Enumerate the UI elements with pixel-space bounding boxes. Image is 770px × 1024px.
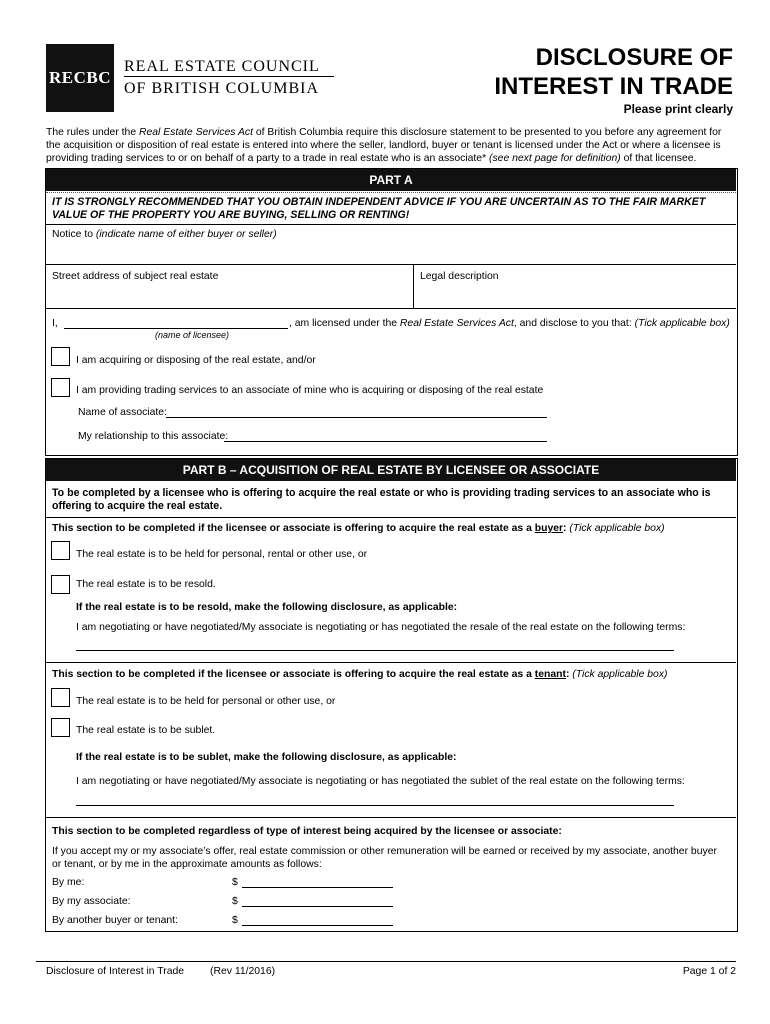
acquiring-disposing-checkbox[interactable] bbox=[51, 347, 70, 366]
intro-paragraph: The rules under the Real Estate Services Act of British Columbia require this disclosure statement to be presented to you before any agreement for the acquisition or disposition of real estate is entered into where the seller, landlord, buyer or tenant is licensed under the Act or where a licensee is providing trading services to or on behalf of a party to a trade in real estate who is an associate* (see next page for definition) of that licensee. bbox=[46, 127, 722, 164]
footer-rule bbox=[36, 961, 736, 962]
form-title-line2: INTEREST IN TRADE bbox=[494, 73, 733, 100]
remuneration-text: If you accept my or my associate’s offer, real estate commission or other remuneration will be earned or received by my associate, another buyer or tenant, or by me in the approximate amounts as follows: bbox=[52, 846, 717, 870]
recbc-logo: RECBC bbox=[46, 44, 114, 112]
currency-symbol: $ bbox=[232, 896, 238, 907]
associate-name-label: Name of associate: bbox=[78, 407, 167, 418]
tenant-hold-checkbox[interactable] bbox=[51, 688, 70, 707]
by-associate-amount-input[interactable] bbox=[242, 906, 393, 907]
divider bbox=[46, 224, 736, 225]
option-trading-services: I am providing trading services to an associate of mine who is acquiring or disposing of the real estate bbox=[76, 385, 544, 396]
buyer-hold-checkbox[interactable] bbox=[51, 541, 70, 560]
print-clearly-note: Please print clearly bbox=[623, 102, 733, 116]
tenant-section-heading: This section to be completed if the licensee or associate is offering to acquire the real estate as a tenant: (Tick applicable box) bbox=[52, 669, 668, 680]
sublet-disclosure-text: I am negotiating or have negotiated/My associate is negotiating or has negotiated the sublet of the real estate on the following terms: bbox=[76, 776, 685, 787]
by-other-party-label: By another buyer or tenant: bbox=[52, 915, 178, 926]
part-b-heading: PART B – ACQUISITION OF REAL ESTATE BY LICENSEE OR ASSOCIATE bbox=[46, 459, 736, 481]
by-me-amount-input[interactable] bbox=[242, 887, 393, 888]
i-label: I, bbox=[52, 318, 58, 329]
org-name-line2: OF BRITISH COLUMBIA bbox=[124, 80, 320, 97]
sublet-disclosure-heading: If the real estate is to be sublet, make the following disclosure, as applicable: bbox=[76, 752, 457, 763]
buyer-section-heading: This section to be completed if the licensee or associate is offering to acquire the real estate as a buyer: (Tick applicable box) bbox=[52, 523, 665, 534]
resale-terms-input[interactable] bbox=[76, 650, 674, 651]
footer-form-name: Disclosure of Interest in Trade bbox=[46, 966, 185, 977]
relationship-input[interactable] bbox=[224, 441, 547, 442]
resale-disclosure-text: I am negotiating or have negotiated/My associate is negotiating or has negotiated the resale of the real estate on the following terms: bbox=[76, 622, 686, 633]
by-other-party-amount-input[interactable] bbox=[242, 925, 393, 926]
divider bbox=[46, 662, 736, 663]
relationship-label: My relationship to this associate: bbox=[78, 431, 229, 442]
by-me-label: By me: bbox=[52, 877, 85, 888]
buyer-option-hold: The real estate is to be held for personal, rental or other use, or bbox=[76, 549, 368, 560]
divider bbox=[46, 817, 736, 818]
legal-description-field[interactable]: Legal description bbox=[420, 271, 499, 282]
by-associate-label: By my associate: bbox=[52, 896, 131, 907]
dotted-separator bbox=[46, 192, 736, 193]
part-b-intro: To be completed by a licensee who is offering to acquire the real estate or who is providing trading services to an associate who is offering to acquire the real estate. bbox=[52, 487, 711, 512]
regardless-section-heading: This section to be completed regardless of type of interest being acquired by the licensee or associate: bbox=[52, 826, 562, 837]
footer-page-number: Page 1 of 2 bbox=[682, 966, 736, 977]
licensee-name-hint: (name of licensee) bbox=[155, 330, 230, 340]
resale-disclosure-heading: If the real estate is to be resold, make the following disclosure, as applicable: bbox=[76, 602, 458, 613]
option-acquiring-disposing: I am acquiring or disposing of the real estate, and/or bbox=[76, 355, 316, 366]
divider bbox=[46, 308, 736, 309]
tenant-sublet-checkbox[interactable] bbox=[51, 718, 70, 737]
buyer-resold-checkbox[interactable] bbox=[51, 575, 70, 594]
part-a-heading: PART A bbox=[46, 169, 736, 191]
street-address-field[interactable]: Street address of subject real estate bbox=[52, 271, 219, 282]
licensed-statement: , am licensed under the Real Estate Services Act, and disclose to you that: (Tick applicable box) bbox=[289, 318, 730, 329]
tenant-option-hold: The real estate is to be held for personal or other use, or bbox=[76, 696, 336, 707]
currency-symbol: $ bbox=[232, 915, 238, 926]
licensee-name-input[interactable] bbox=[64, 328, 288, 329]
buyer-option-resold: The real estate is to be resold. bbox=[76, 579, 216, 590]
footer-revision: (Rev 11/2016) bbox=[210, 966, 276, 977]
notice-to-field[interactable]: Notice to (indicate name of either buyer or seller) bbox=[52, 229, 277, 240]
part-a-warning: IT IS STRONGLY RECOMMENDED THAT YOU OBTAIN INDEPENDENT ADVICE IF YOU ARE UNCERTAIN AS TO THE FAIR MARKET VALUE OF THE PROPERTY YOU ARE BUYING, SELLING OR RENTING! bbox=[52, 196, 706, 221]
divider bbox=[46, 517, 736, 518]
org-name-divider bbox=[124, 76, 334, 77]
sublet-terms-input[interactable] bbox=[76, 805, 674, 806]
form-title-line1: DISCLOSURE OF bbox=[535, 44, 733, 71]
currency-symbol: $ bbox=[232, 877, 238, 888]
org-name-line1: REAL ESTATE COUNCIL bbox=[124, 58, 320, 75]
divider bbox=[413, 264, 414, 308]
tenant-option-sublet: The real estate is to be sublet. bbox=[76, 725, 216, 736]
divider bbox=[46, 264, 736, 265]
trading-services-checkbox[interactable] bbox=[51, 378, 70, 397]
associate-name-input[interactable] bbox=[166, 417, 547, 418]
